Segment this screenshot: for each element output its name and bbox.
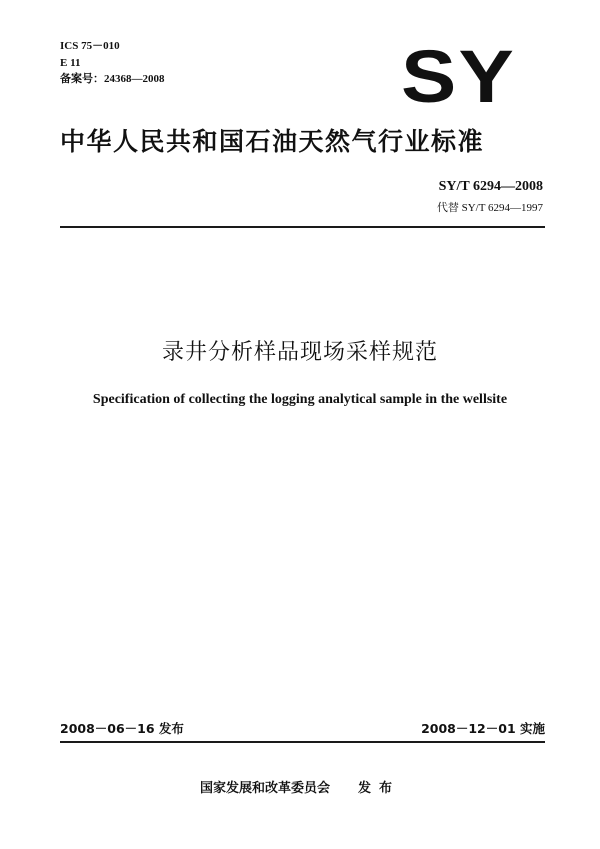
issuer-verb: 发布 — [358, 781, 401, 796]
ccs-code: E 11 — [60, 57, 81, 69]
sy-logo: SY — [401, 35, 517, 118]
standard-number: SY/T 6294—2008 — [438, 179, 543, 194]
effective-date: 2008－12－01 实施 — [421, 721, 545, 736]
industry-standard-heading: 中华人民共和国石油天然气行业标准 — [60, 127, 485, 156]
top-divider — [60, 226, 545, 228]
document-title-english: Specification of collecting the logging analytical sample in the wellsite — [92, 392, 508, 407]
issuing-authority — [0, 780, 600, 798]
replaces-standard: 代替 SY/T 6294—1997 — [436, 202, 543, 214]
ics-code: ICS 75－010 — [60, 40, 120, 52]
document-title-chinese: 录井分析样品现场采样规范 — [161, 340, 438, 365]
filing-number: 备案号：24368—2008 — [60, 73, 165, 85]
issuer-name: 国家发展和改革委员会 — [199, 781, 330, 796]
issue-date: 2008－06－16 发布 — [60, 721, 184, 736]
bottom-divider — [60, 741, 545, 743]
